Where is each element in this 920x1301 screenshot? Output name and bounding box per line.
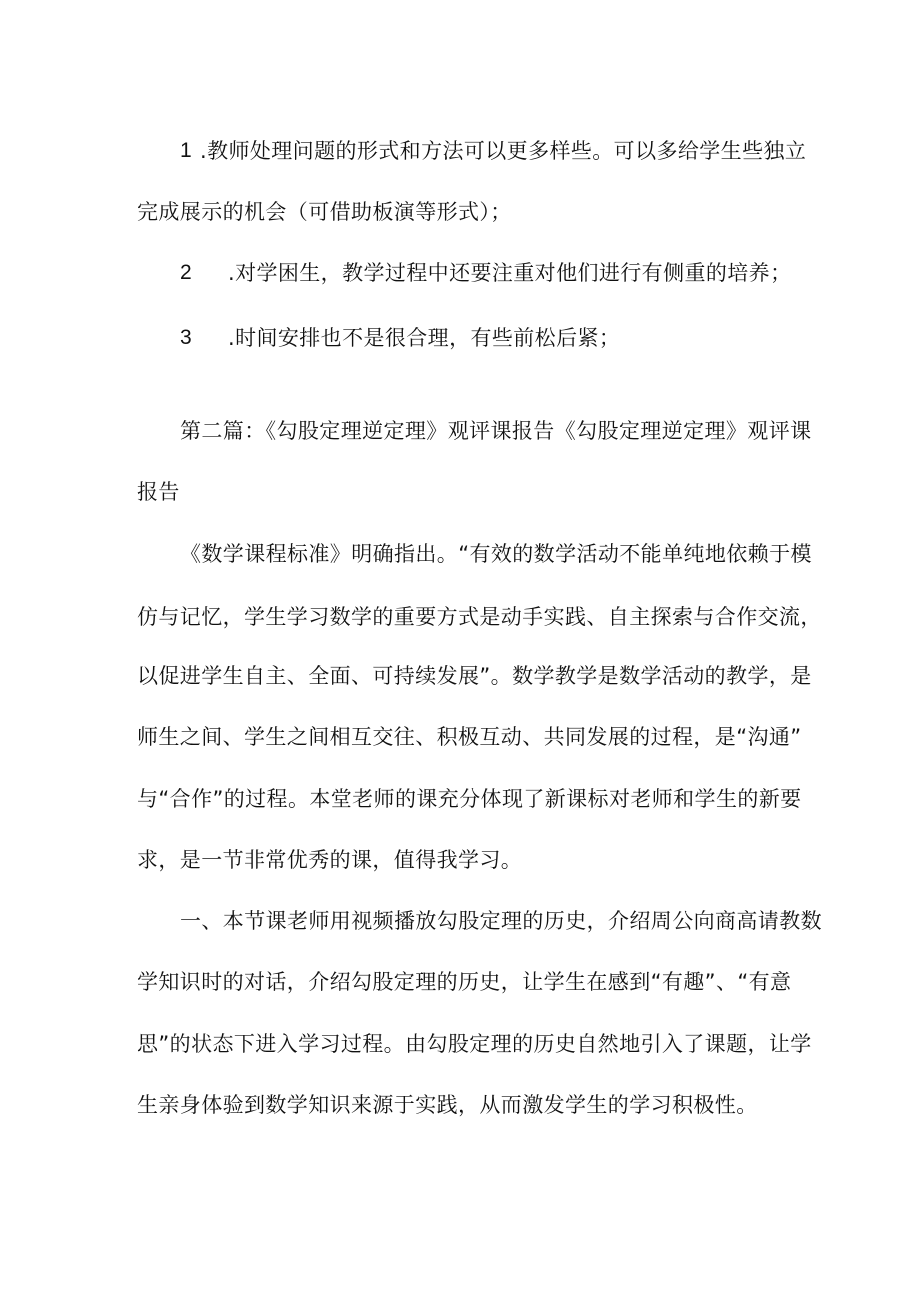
list-item-1-number: 1 [180,139,193,162]
paragraph-text: 思”的状态下进入学习过程。由勾股定理的历史自然地引入了课题，让学 [137,1032,812,1056]
list-item-3-number: 3 [180,326,193,349]
paragraph-text: 仿与记忆，学生学习数学的重要方式是动手实践、自主探索与合作交流， [137,605,822,629]
list-item-1-text: .教师处理问题的形式和方法可以更多样些。可以多给学生些独立 [200,139,807,163]
paragraph-text: 生亲身体验到数学知识来源于实践，从而激发学生的学习积极性。 [137,1093,758,1117]
paragraph-text: 以促进学生自主、全面、可持续发展”。数学教学是数学活动的教学，是 [137,664,812,688]
paragraph-text: 学知识时的对话，介绍勾股定理的历史，让学生在感到“有趣”、“有意 [137,970,792,994]
section-heading: 第二篇：《勾股定理逆定理》观评课报告《勾股定理逆定理》观评课 [180,419,812,443]
list-item-1-text-continued: 完成展示的机会（可借助板演等形式）； [137,200,512,224]
paragraph-text: 求，是一节非常优秀的课，值得我学习。 [137,848,523,872]
paragraph-text: 与“合作”的过程。本堂老师的课充分体现了新课标对老师和学生的新要 [137,787,802,811]
paragraph-text: 《数学课程标准》明确指出。“有效的数学活动不能单纯地依赖于模 [180,542,812,566]
paragraph-text: 一、本节课老师用视频播放勾股定理的历史，介绍周公向商高请教数 [180,909,822,933]
paragraph-text: 师生之间、学生之间相互交往、积极互动、共同发展的过程，是“沟通” [137,725,802,749]
list-item-2-number: 2 [180,261,193,284]
section-heading-continued: 报告 [137,480,180,504]
list-item-3-text: .时间安排也不是很合理，有些前松后紧； [228,326,621,350]
list-item-2-text: .对学困生，教学过程中还要注重对他们进行有侧重的培养； [228,261,792,285]
